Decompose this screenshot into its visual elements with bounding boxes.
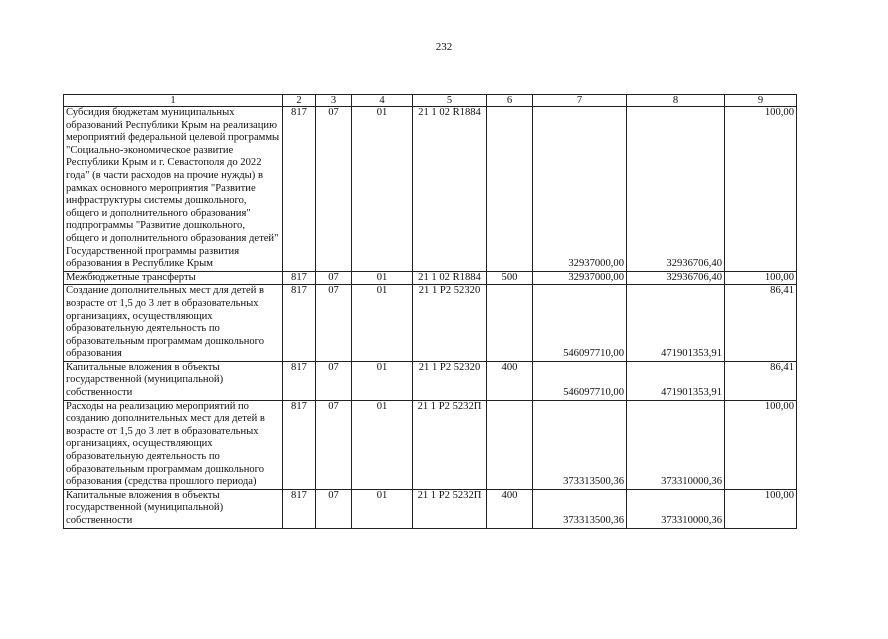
row-name: Создание дополнительных мест для детей в возрасте от 1,5 до 3 лет в образовательных организациях, осуществляющих образовательную деятельность по образовательным программам дошкольного образования (64, 285, 283, 362)
table-row (64, 107, 797, 272)
section-code: 07 (316, 271, 352, 285)
target-article: 21 1 P2 52320 (413, 285, 487, 362)
subsection-code: 01 (352, 400, 413, 489)
expense-type (487, 107, 533, 272)
planned-amount: 546097710,00 (533, 285, 627, 362)
header-cell: 3 (316, 95, 352, 107)
planned-amount: 373313500,36 (533, 400, 627, 489)
header-cell: 4 (352, 95, 413, 107)
expense-type: 400 (487, 361, 533, 400)
execution-percent: 86,41 (725, 361, 797, 400)
execution-percent: 100,00 (725, 489, 797, 528)
row-name: Межбюджетные трансферты (64, 271, 283, 285)
subsection-code: 01 (352, 271, 413, 285)
header-cell: 9 (725, 95, 797, 107)
expense-type (487, 285, 533, 362)
execution-percent: 86,41 (725, 285, 797, 362)
expense-type: 400 (487, 489, 533, 528)
target-article: 21 1 02 R1884 (413, 271, 487, 285)
table-row (64, 361, 797, 400)
table-row (64, 271, 797, 285)
target-article: 21 1 P2 5232П (413, 400, 487, 489)
header-row (64, 95, 797, 107)
subsection-code: 01 (352, 361, 413, 400)
subsection-code: 01 (352, 107, 413, 272)
page-number: 232 (435, 41, 453, 53)
executed-amount: 471901353,91 (627, 285, 725, 362)
execution-percent: 100,00 (725, 400, 797, 489)
header-cell: 7 (533, 95, 627, 107)
executed-amount: 32936706,40 (627, 107, 725, 272)
row-name: Расходы на реализацию мероприятий по созданию дополнительных мест для детей в возрасте от 1,5 до 3 лет в образовательных организациях, осуществляющих образовательную деятельность по образовательным программам дошкольного образования (средства прошлого периода) (64, 400, 283, 489)
expense-type: 500 (487, 271, 533, 285)
row-name: Субсидия бюджетам муниципальных образований Республики Крым на реализацию мероприятий федеральной целевой программы "Социально-экономическое развитие Республики Крым и г. Севастополя до 2022 года" (в части расходов на прочие нужды) в рамках основного мероприятия "Развитие инфраструктуры системы дошкольного, общего и дополнительного образования" подпрограммы "Развитие дошкольного, общего и дополнительного образования детей" Государственной программы развития образования в Республике Крым (64, 107, 283, 272)
ministry-code: 817 (283, 489, 316, 528)
table-row (64, 400, 797, 489)
header-cell: 1 (64, 95, 283, 107)
ministry-code: 817 (283, 271, 316, 285)
table-row (64, 489, 797, 528)
section-code: 07 (316, 107, 352, 272)
planned-amount: 373313500,36 (533, 489, 627, 528)
executed-amount: 32936706,40 (627, 271, 725, 285)
execution-percent: 100,00 (725, 107, 797, 272)
target-article: 21 1 02 R1884 (413, 107, 487, 272)
header-cell: 2 (283, 95, 316, 107)
planned-amount: 546097710,00 (533, 361, 627, 400)
planned-amount: 32937000,00 (533, 271, 627, 285)
executed-amount: 373310000,36 (627, 489, 725, 528)
budget-table (63, 94, 797, 529)
header-cell: 5 (413, 95, 487, 107)
target-article: 21 1 P2 5232П (413, 489, 487, 528)
executed-amount: 373310000,36 (627, 400, 725, 489)
row-name: Капитальные вложения в объекты государственной (муниципальной) собственности (64, 489, 283, 528)
table-row (64, 285, 797, 362)
ministry-code: 817 (283, 107, 316, 272)
subsection-code: 01 (352, 285, 413, 362)
ministry-code: 817 (283, 285, 316, 362)
section-code: 07 (316, 489, 352, 528)
header-cell: 8 (627, 95, 725, 107)
target-article: 21 1 P2 52320 (413, 361, 487, 400)
planned-amount: 32937000,00 (533, 107, 627, 272)
header-cell: 6 (487, 95, 533, 107)
subsection-code: 01 (352, 489, 413, 528)
section-code: 07 (316, 361, 352, 400)
row-name: Капитальные вложения в объекты государственной (муниципальной) собственности (64, 361, 283, 400)
section-code: 07 (316, 400, 352, 489)
ministry-code: 817 (283, 400, 316, 489)
executed-amount: 471901353,91 (627, 361, 725, 400)
execution-percent: 100,00 (725, 271, 797, 285)
expense-type (487, 400, 533, 489)
section-code: 07 (316, 285, 352, 362)
ministry-code: 817 (283, 361, 316, 400)
